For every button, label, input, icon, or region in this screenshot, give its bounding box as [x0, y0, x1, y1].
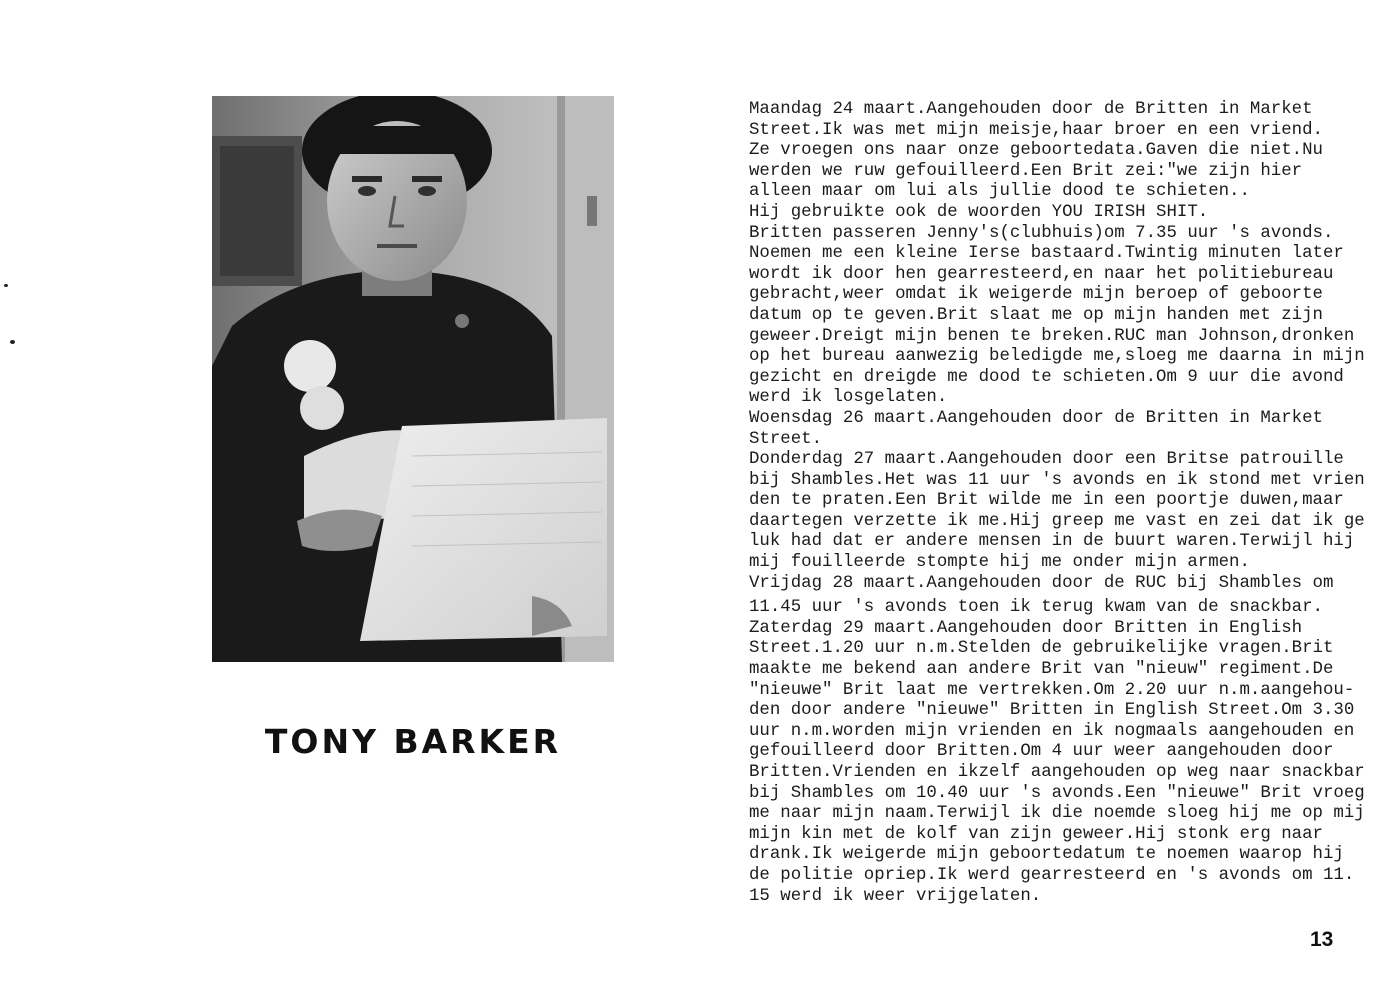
- text-line: Woensdag 26 maart.Aangehouden door de Britten in Market: [749, 408, 1323, 428]
- text-line: Street.Ik was met mijn meisje,haar broer en een vriend.: [749, 120, 1323, 140]
- text-line: mij fouilleerde stompte hij me onder mijn armen.: [749, 553, 1250, 573]
- text-line: bij Shambles.Het was 11 uur 's avonds en ik stond met vrien: [749, 470, 1365, 490]
- testimony-text: [749, 100, 1374, 907]
- text-line: daartegen verzette ik me.Hij greep me vast en zei dat ik ge: [749, 511, 1365, 531]
- portrait-photo: [212, 96, 614, 662]
- text-line: "nieuwe" Brit laat me vertrekken.Om 2.20 uur n.m.aangehou-: [749, 680, 1355, 700]
- text-line: gefouilleerd door Britten.Om 4 uur weer aangehouden door: [749, 742, 1334, 762]
- text-line: werden we ruw gefouilleerd.Een Brit zei:"we zijn hier: [749, 161, 1303, 181]
- text-line: datum op te geven.Brit slaat me op mijn handen met zijn: [749, 305, 1323, 325]
- page-number: 13: [1310, 928, 1334, 951]
- text-line: drank.Ik weigerde mijn geboortedatum te noemen waarop hij: [749, 845, 1344, 865]
- text-line: 15 werd ik weer vrijgelaten.: [749, 886, 1042, 906]
- text-line: me naar mijn naam.Terwijl ik die noemde sloeg hij me op mij: [749, 804, 1365, 824]
- text-line: den te praten.Een Brit wilde me in een poortje duwen,maar: [749, 491, 1344, 511]
- text-line: luk had dat er andere mensen in de buurt waren.Terwijl hij: [749, 532, 1355, 552]
- text-line: Ze vroegen ons naar onze geboortedata.Gaven die niet.Nu: [749, 141, 1323, 161]
- text-line: de politie opriep.Ik werd gearresteerd en 's avonds om 11.: [749, 865, 1355, 885]
- portrait-photo-icon: [212, 96, 614, 662]
- text-line: Britten passeren Jenny's(clubhuis)om 7.35 uur 's avonds.: [749, 223, 1334, 243]
- scan-speck: [4, 284, 8, 287]
- text-line: alleen maar om lui als jullie dood te schieten..: [749, 182, 1250, 202]
- text-line: gebracht,weer omdat ik weigerde mijn beroep of geboorte: [749, 285, 1323, 305]
- text-line: wordt ik door hen gearresteerd,en naar het politiebureau: [749, 264, 1334, 284]
- text-line: Donderdag 27 maart.Aangehouden door een Britse patrouille: [749, 450, 1344, 470]
- text-line: Vrijdag 28 maart.Aangehouden door de RUC bij Shambles om: [749, 573, 1334, 593]
- text-line: op het bureau aanwezig beledigde me,sloeg me daarna in mijn: [749, 347, 1365, 367]
- text-line: Zaterdag 29 maart.Aangehouden door Britten in English: [749, 618, 1303, 638]
- text-line: uur n.m.worden mijn vrienden en ik nogmaals aangehouden en: [749, 721, 1355, 741]
- text-line: Noemen me een kleine Ierse bastaard.Twintig minuten later: [749, 244, 1344, 264]
- text-line: geweer.Dreigt mijn benen te breken.RUC man Johnson,dronken: [749, 326, 1355, 346]
- text-line: maakte me bekend aan andere Brit van "nieuw" regiment.De: [749, 660, 1334, 680]
- text-line: gezicht en dreigde me dood te schieten.Om 9 uur die avond: [749, 367, 1344, 387]
- text-line: werd ik losgelaten.: [749, 388, 948, 408]
- text-line: den door andere "nieuwe" Britten in English Street.Om 3.30: [749, 701, 1355, 721]
- text-line: Maandag 24 maart.Aangehouden door de Britten in Market: [749, 100, 1313, 119]
- photo-caption: TONY BARKER: [264, 722, 562, 761]
- text-line: Street.1.20 uur n.m.Stelden de gebruikelijke vragen.Brit: [749, 639, 1334, 659]
- scan-speck: [10, 340, 15, 344]
- text-line: Britten.Vrienden en ikzelf aangehouden op weg naar snackbar: [749, 763, 1365, 782]
- text-line: 11.45 uur 's avonds toen ik terug kwam van de snackbar.: [749, 598, 1323, 618]
- text-line: mijn kin met de kolf van zijn geweer.Hij stonk erg naar: [749, 824, 1323, 844]
- text-line: Hij gebruikte ook de woorden YOU IRISH SHIT.: [749, 202, 1209, 222]
- text-line: bij Shambles om 10.40 uur 's avonds.Een "nieuwe" Brit vroeg: [749, 783, 1365, 803]
- text-line: Street.: [749, 429, 823, 449]
